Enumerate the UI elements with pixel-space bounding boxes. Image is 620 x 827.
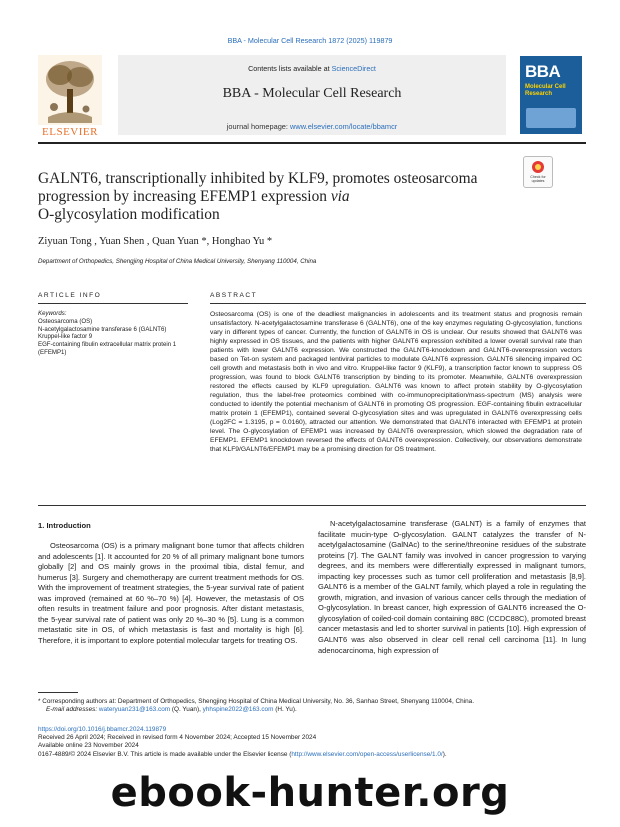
journal-reference[interactable]: BBA - Molecular Cell Research 1872 (2025) 119879 <box>227 36 393 45</box>
email-link-yuan[interactable]: wateryuan231@163.com <box>98 706 171 714</box>
email-name-yu: (H. Yu). <box>273 706 297 714</box>
license-link[interactable]: http://www.elsevier.com/open-access/userlicense/1.0/ <box>291 750 443 758</box>
title-via: via <box>330 188 350 205</box>
title-part1: GALNT6, transcriptionally inhibited by KLF9, promotes osteosarcoma progression by increasing EFEMP1 expression <box>38 170 478 205</box>
publisher-wordmark: ELSEVIER <box>42 126 98 138</box>
check-updates-label: Check for updates <box>530 175 546 183</box>
article-title <box>38 170 508 224</box>
intro-right-column <box>318 519 586 656</box>
journal-cover-image <box>520 56 582 134</box>
intro-left-column <box>38 541 304 646</box>
keywords-block <box>38 310 188 357</box>
article-info-heading: ARTICLE INFO <box>38 292 102 299</box>
email-label: E-mail addresses: <box>46 706 99 714</box>
author-list: Ziyuan Tong , Yuan Shen , Quan Yuan *, Honghao Yu * <box>38 236 273 247</box>
email-link-yu[interactable]: yhhspine2022@163.com <box>202 706 274 714</box>
contents-prefix: Contents lists available at <box>248 64 332 73</box>
header-rule <box>38 142 586 144</box>
keywords-label: Keywords: <box>38 310 67 317</box>
email-line <box>38 706 586 714</box>
elsevier-tree-logo <box>38 55 102 125</box>
keyword-item: Osteosarcoma (OS) <box>38 317 93 325</box>
keyword-item: Kruppel-like factor 9 <box>38 333 93 341</box>
license-prefix: 0167-4889/© 2024 Elsevier B.V. This article is made available under the Elsevier license ( <box>38 750 292 758</box>
keyword-item: N-acetylgalactosamine transferase 6 (GALNT6) <box>38 325 167 333</box>
homepage-line <box>118 122 506 131</box>
affiliation: Department of Orthopedics, Shengjing Hospital of China Medical University, Shenyang 110004, China <box>38 258 317 265</box>
email-name-yuan: (Q. Yuan), <box>170 706 203 714</box>
keyword-item: EGF-containing fibulin extracellular matrix protein 1 (EFEMP1) <box>38 341 177 356</box>
cover-title: BBA <box>525 62 561 81</box>
homepage-link[interactable]: www.elsevier.com/locate/bbamcr <box>290 122 398 131</box>
abstract-text: Osteosarcoma (OS) is one of the deadliest malignancies in adolescents and its treatment status and prognosis remain unsatisfactory. N-acetylgalactosamine transferase 6 (GALNT6), one of the key enzymes regulating O-glycosylation, functions vary in different types of cancer. Currently, the function of GALNT6 in OS is unclear. Our results showed that GALNT6 was highly expressed in OS tissues, and the patients with higher GALNT6 expression exhibited a lower overall survival rate than patients with lower GALNT6 expression. We constructed the GALNT6-knockdown and GALNT6-overexpression vectors based on Tet-on system and packaged lentiviral particles to modulate GALNT6 expression. GALNT6 silencing impaired OC cell growth and metastasis both in vivo and vitro. Kruppel-like factor 9 (KLF9), a transcription factor known to suppress OS progression, was found to block GALNT6 transcription by binding to its promoter. Meanwhile, GALNT6 overexpression restored the effects caused by KLF9 upregulation. GALNT6 was known to affect protein stability by O-glycosylation regulation, thus the label-free proteomics combined with co-immunoprecipitation/mass-spectrum (MS) analysis were conducted to identify the potential mechanism of GALNT6 in promoting OS progression. EGF-containing fibulin extracellular matrix protein 1 (EFEMP1), contained several O-glycosylation sites and was upregulated in GALNT6 overexpressing cells (Log2FC = 1.3195, p = 0.0160), attracted our attention. We demonstrated that GALNT6 interacted with EFEMP1 at protein level. The O-glycosylation of EFEMP1 was increased by GALNT6 overexpression, which slowed the degradation rate of EFEMP1. EFEMP1 knockdown reversed the effects of GALNT6 overexpression. Collectively, our observations demonstrate that KLF9/GALNT6/EFEMP1 may be a promising direction for OS treatment. <box>210 311 582 454</box>
homepage-prefix: journal homepage: <box>226 122 291 131</box>
intro-heading: 1. Introduction <box>38 521 91 530</box>
available-online: Available online 23 November 2024 <box>38 742 139 750</box>
received-dates: Received 26 April 2024; Received in revised form 4 November 2024; Accepted 15 November 2024 <box>38 734 317 742</box>
sciencedirect-link[interactable]: ScienceDirect <box>331 64 376 73</box>
license-suffix: ). <box>442 750 447 758</box>
cover-subtitle: Molecular Cell Research <box>525 84 566 97</box>
license-line <box>38 751 586 759</box>
cover-graphic <box>526 108 576 128</box>
intro-paragraph-left: Osteosarcoma (OS) is a primary malignant bone tumor that affects children and adolescents [1]. It accounted for 20 % of all primary malignant bone tumors globally [2] and OS mainly grows in the proximal tibia, distal femur, and humerus [3]. Surgery and chemotherapy are current treatment methods for OS. With the improvement of treatment strategies, the 5-year survival rate of patient was improved (remained at 60 %–70 %) [4]. However, the metastasis of OS often results in treatment failure and poor prognosis. After distant metastasis, the 5-year survival rate of patient was only 20 %–30 % [5]. Lung is a common metastatic site in OS, of which metastasis is fast and mortality is high [6]. Therefore, it is important to explore potential molecular targets for treating OS. <box>38 541 304 645</box>
abstract-bottom-rule <box>38 505 586 506</box>
doi-link[interactable]: https://doi.org/10.1016/j.bbamcr.2024.119879 <box>38 726 167 733</box>
title-part2: O-glycosylation modification <box>38 206 220 223</box>
corresponding-authors: * Corresponding authors at: Department of Orthopedics, Shengjing Hospital of China Medical University, No. 36, Sanhao Street, Shenyang 110004, China. <box>38 698 474 705</box>
corresponding-footnote <box>38 698 586 714</box>
contents-line <box>118 64 506 73</box>
article-info-rule <box>38 303 188 304</box>
footnote-rule <box>38 692 78 693</box>
abstract-heading: ABSTRACT <box>210 292 258 299</box>
check-for-updates-button[interactable] <box>523 156 553 188</box>
publication-info <box>38 726 586 759</box>
journal-title: BBA - Molecular Cell Research <box>222 86 402 101</box>
watermark-text: ebook-hunter.org <box>110 770 510 816</box>
check-updates-icon <box>531 160 545 174</box>
abstract-rule <box>210 303 586 304</box>
intro-paragraph-right: N-acetylgalactosamine transferase (GALNT) is a family of enzymes that facilitate mucin-type O-glycosylation. GALNT catalyzes the transfer of N-acetylgalactosamine (GalNAc) to the serine/threonine residues of the substrate proteins [7]. The GALNT family was involved in cancer progression to varying degrees, and its members were differentially expressed in malignant tumors, impacting key processes such as tumor cell proliferation and metastasis [8,9]. GALNT6 is a member of the GALNT family, which played a role in regulating the growth, migration, and invasion of various cancer cells through the mediation of O-glycosylation. In breast cancer, high expression of GALNT6 increased the O-glycosylation of coiled-coil domain containing 88C (CCDC88C), promoted breast cancer metastasis and led to shorter survival in patients [10]. High expression of GALNT6 was also observed in clear cell renal cell carcinoma [11]. In lung adenocarcinoma, high expression of <box>318 519 586 655</box>
